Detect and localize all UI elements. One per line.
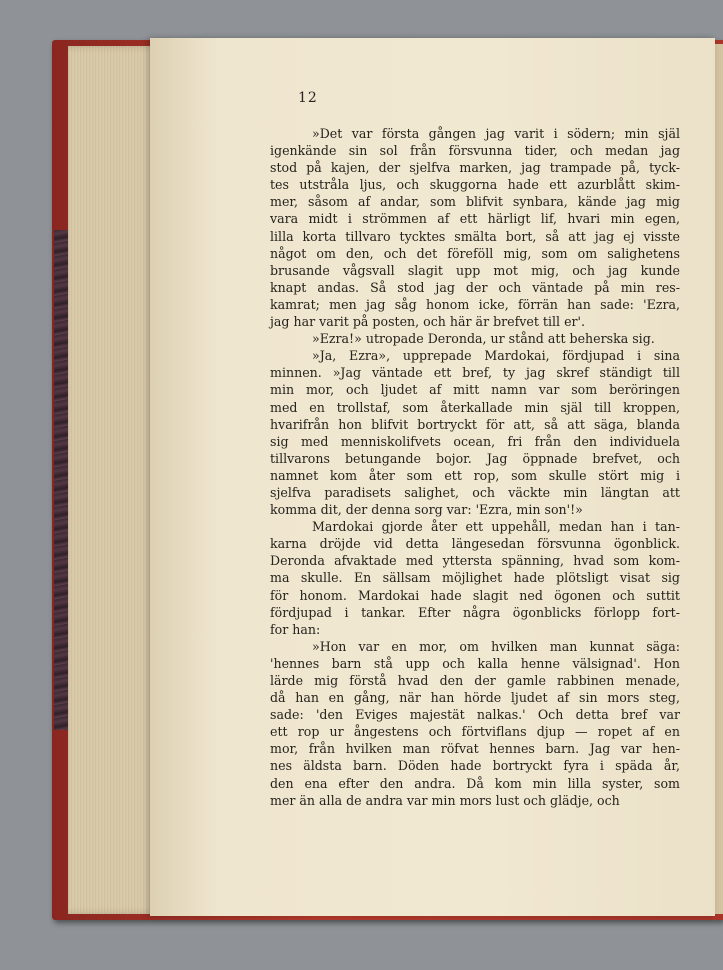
text-line: igenkände sin sol från försvunna tider, och medan jag [270,143,680,159]
text-line: mer, såsom af andar, som blifvit synbara, kände jag mig [270,194,680,210]
text-line: tillvarons betungande bojor. Jag öppnade brefvet, och [270,450,680,466]
page-text [270,125,680,809]
text-line: sjelfva paradisets salighet, och väckte min längtan att [270,484,680,500]
text-line: »Ezra!» utropade Deronda, ur stånd att beherska sig. [312,331,655,347]
text-line: vara midt i strömmen af ett härligt lif, hvari min egen, [270,211,680,227]
text-line: brusande vågsvall slagit upp mot mig, och jag kunde [270,262,680,278]
text-line: knapt andas. Så stod jag der och väntade på min res- [270,279,680,295]
text-line: kamrat; men jag såg honom icke, förrän han sade: 'Ezra, [270,296,680,312]
text-line: fördjupad i tankar. Efter några ögonblicks förlopp fort- [270,604,680,620]
text-line: namnet kom åter som ett rop, som skulle stört mig i [270,467,680,483]
text-line: mor, från hvilken man röfvat hennes barn. Jag var hen- [270,741,680,757]
text-line: komma dit, der denna sorg var: 'Ezra, min son'!» [270,502,583,518]
marbled-spine-edge [54,230,68,730]
text-line: »Det var första gången jag varit i södern; min själ [312,126,680,141]
text-line: den ena efter den andra. Då kom min lilla syster, som [270,775,680,791]
text-line: med en trollstaf, som återkallade min själ till kroppen, [270,399,680,415]
text-line: 'hennes barn stå upp och kalla henne välsignad'. Hon [270,655,680,671]
text-line: tes utstråla ljus, och skuggorna hade ett azurblått skim- [270,177,680,193]
text-line: lilla korta tillvaro tycktes smälta bort, så att jag ej visste [270,228,680,244]
text-line: mer än alla de andra var min mors lust och glädje, och [270,792,620,808]
text-line: min mor, och ljudet af mitt namn var som beröringen [270,382,680,398]
text-line: stod på kajen, der sjelfva marken, jag trampade på, tyck- [270,160,680,176]
text-line: för honom. Mardokai hade slagit ned ögonen och suttit [270,587,680,603]
text-line: »Hon var en mor, om hvilken man kunnat säga: [312,638,680,654]
text-line: nes äldsta barn. Döden hade bortryckt fyra i späda år, [270,758,680,774]
text-line: jag har varit på posten, och här är brefvet till er'. [270,314,586,330]
text-line: minnen. »Jag väntade ett bref, ty jag skref ständigt till [270,365,680,381]
text-line: for han: [270,621,321,637]
text-line: lärde mig förstå hvad den der gamle rabbinen menade, [270,673,680,688]
text-line: Deronda afvaktade med yttersta spänning, hvad som kom- [270,553,680,569]
text-line: Mardokai gjorde åter ett uppehåll, medan han i tan- [312,519,680,535]
text-line: hvarifrån hon blifvit bortryckt för att, så att säga, blanda [270,416,680,432]
page-number: 12 [298,90,318,106]
text-line: karna dröjde vid detta längesedan försvunna ögonblick. [270,536,680,552]
text-line: sig med menniskolifvets ocean, fri från den individuela [270,433,680,449]
text-line: ma skulle. En sällsam möjlighet hade plötsligt visat sig [270,570,680,586]
text-line: »Ja, Ezra», upprepade Mardokai, fördjupad i sina [312,348,680,364]
text-line: ett rop ur ångestens och förtviflans djup — ropet af en [270,724,680,740]
text-line: då han en gång, när han hörde ljudet af sin mors steg, [270,690,680,706]
text-line: sade: 'den Eviges majestät nalkas.' Och detta bref var [270,707,680,723]
text-line: något om den, och det föreföll mig, som om salighetens [270,245,680,261]
